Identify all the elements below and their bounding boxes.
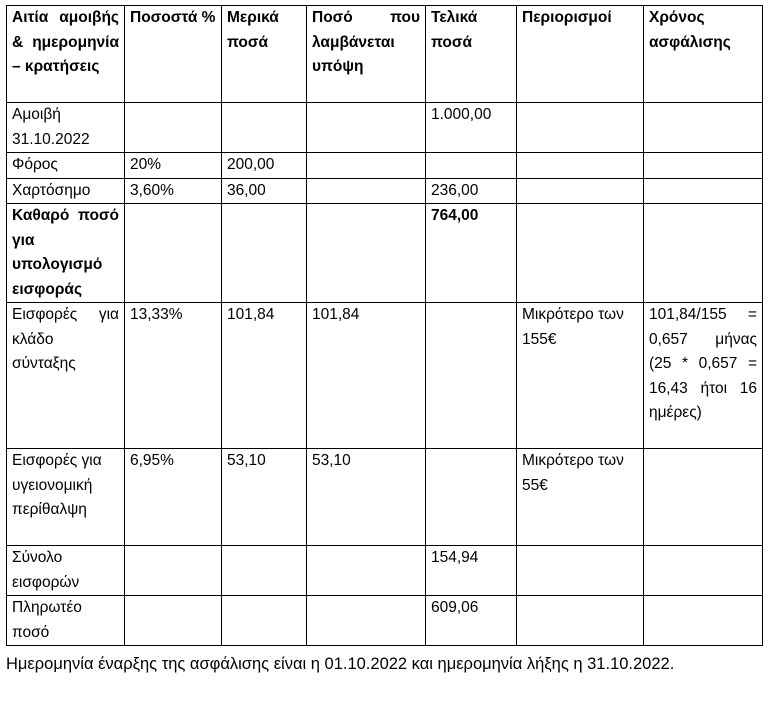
cell-insurance-time bbox=[644, 204, 763, 303]
cell-cause: Εισφορές για υγειονομική περίθαλψη bbox=[7, 449, 125, 546]
cell-percentage: 20% bbox=[125, 153, 222, 179]
cell-final-amount bbox=[426, 303, 517, 449]
table-row bbox=[7, 204, 763, 303]
cell-percentage: 3,60% bbox=[125, 178, 222, 204]
cell-final-amount: 764,00 bbox=[426, 204, 517, 303]
header-insurance-time: Χρόνος ασφάλισης bbox=[644, 6, 763, 103]
header-final-amounts: Τελικά ποσά bbox=[426, 6, 517, 103]
cell-percentage: 13,33% bbox=[125, 303, 222, 449]
cell-partial-amount bbox=[222, 546, 307, 596]
cell-restriction: Μικρότερο των 155€ bbox=[517, 303, 644, 449]
cell-cause: Σύνολο εισφορών bbox=[7, 546, 125, 596]
cell-cause: Φόρος bbox=[7, 153, 125, 179]
header-partial-amounts: Μερικά ποσά bbox=[222, 6, 307, 103]
cell-considered-amount bbox=[307, 178, 426, 204]
cell-final-amount bbox=[426, 449, 517, 546]
cell-insurance-time bbox=[644, 596, 763, 646]
cell-partial-amount bbox=[222, 103, 307, 153]
cell-considered-amount bbox=[307, 546, 426, 596]
table-row bbox=[7, 546, 763, 596]
cell-insurance-time bbox=[644, 178, 763, 204]
cell-insurance-time bbox=[644, 449, 763, 546]
table-row bbox=[7, 303, 763, 449]
cell-restriction bbox=[517, 103, 644, 153]
cell-percentage bbox=[125, 103, 222, 153]
cell-cause: Πληρωτέο ποσό bbox=[7, 596, 125, 646]
cell-partial-amount: 101,84 bbox=[222, 303, 307, 449]
cell-partial-amount bbox=[222, 596, 307, 646]
cell-insurance-time: 101,84/155 = 0,657 μήνας (25 * 0,657 = 16,43 ήτοι 16 ημέρες) bbox=[644, 303, 763, 449]
cell-partial-amount: 200,00 bbox=[222, 153, 307, 179]
cell-considered-amount bbox=[307, 103, 426, 153]
cell-percentage bbox=[125, 596, 222, 646]
cell-restriction bbox=[517, 178, 644, 204]
table-row bbox=[7, 103, 763, 153]
cell-cause: Αμοιβή 31.10.2022 bbox=[7, 103, 125, 153]
cell-insurance-time bbox=[644, 103, 763, 153]
table-row bbox=[7, 596, 763, 646]
cell-partial-amount: 53,10 bbox=[222, 449, 307, 546]
cell-considered-amount bbox=[307, 153, 426, 179]
cell-partial-amount: 36,00 bbox=[222, 178, 307, 204]
table-row bbox=[7, 153, 763, 179]
cell-restriction bbox=[517, 204, 644, 303]
cell-percentage bbox=[125, 204, 222, 303]
cell-final-amount: 236,00 bbox=[426, 178, 517, 204]
cell-final-amount: 154,94 bbox=[426, 546, 517, 596]
header-restrictions: Περιορισμοί bbox=[517, 6, 644, 103]
cell-considered-amount: 101,84 bbox=[307, 303, 426, 449]
table-row bbox=[7, 449, 763, 546]
cell-final-amount: 1.000,00 bbox=[426, 103, 517, 153]
cell-final-amount bbox=[426, 153, 517, 179]
cell-considered-amount bbox=[307, 596, 426, 646]
insurance-period-note: Ημερομηνία έναρξης της ασφάλισης είναι η 01.10.2022 και ημερομηνία λήξης η 31.10.2022. bbox=[6, 655, 675, 673]
header-cause: Αιτία αμοιβής & ημερομηνία – κρατήσεις bbox=[7, 6, 125, 103]
insurance-calculation-table bbox=[6, 5, 763, 646]
cell-partial-amount bbox=[222, 204, 307, 303]
cell-restriction bbox=[517, 153, 644, 179]
header-considered-amount: Ποσό που λαμβάνεται υπόψη bbox=[307, 6, 426, 103]
cell-restriction: Μικρότερο των 55€ bbox=[517, 449, 644, 546]
table-row bbox=[7, 178, 763, 204]
cell-percentage: 6,95% bbox=[125, 449, 222, 546]
cell-restriction bbox=[517, 546, 644, 596]
cell-considered-amount bbox=[307, 204, 426, 303]
header-row bbox=[7, 6, 763, 103]
cell-percentage bbox=[125, 546, 222, 596]
cell-final-amount: 609,06 bbox=[426, 596, 517, 646]
header-percentages: Ποσοστά % bbox=[125, 6, 222, 103]
cell-cause: Εισφορές για κλάδο σύνταξης bbox=[7, 303, 125, 449]
cell-insurance-time bbox=[644, 546, 763, 596]
cell-insurance-time bbox=[644, 153, 763, 179]
cell-considered-amount: 53,10 bbox=[307, 449, 426, 546]
cell-restriction bbox=[517, 596, 644, 646]
cell-cause: Χαρτόσημο bbox=[7, 178, 125, 204]
cell-cause: Καθαρό ποσό για υπολογισμό εισφοράς bbox=[7, 204, 125, 303]
